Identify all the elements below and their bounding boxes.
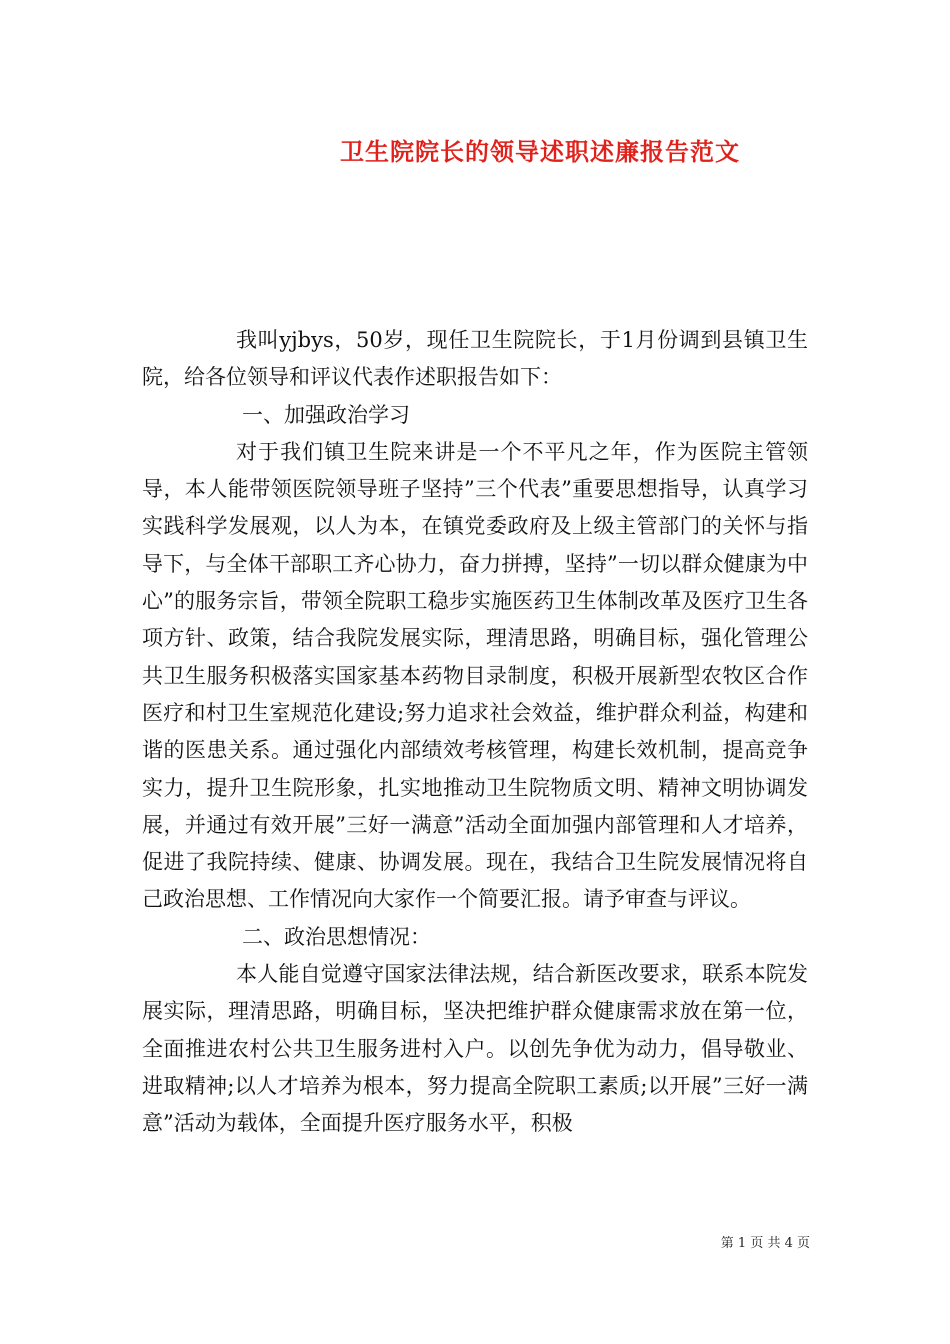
paragraph-intro: 我叫yjbys，50岁，现任卫生院院长，于1月份调到县镇卫生院，给各位领导和评议代表作述职报告如下： — [142, 328, 808, 390]
document-title: 卫生院院长的领导述职述廉报告范文 — [340, 137, 740, 166]
section-heading-1: 一、加强政治学习 — [242, 402, 410, 427]
page-number: 第 1 页 共 4 页 — [720, 1236, 810, 1251]
paragraph-section-2: 本人能自觉遵守国家法律法规，结合新医改要求，联系本院发展实际，理清思路，明确目标，坚决把维护群众健康需求放在第一位，全面推进农村公共卫生服务进村入户。以创先争优为动力，倡导敬业、进取精神;以人才培养为根本，努力提高全院职工素质;以开展”三好一满意”活动为载体，全面提升医疗服务水平，积极 — [142, 962, 808, 1136]
document-body — [142, 322, 808, 1143]
paragraph-section-1: 对于我们镇卫生院来讲是一个不平凡之年，作为医院主管领导，本人能带领医院领导班子坚持”三个代表”重要思想指导，认真学习实践科学发展观，以人为本，在镇党委政府及上级主管部门的关怀与指导下，与全体干部职工齐心协力，奋力拼搏，坚持”一切以群众健康为中心”的服务宗旨，带领全院职工稳步实施医药卫生体制改革及医疗卫生各项方针、政策，结合我院发展实际，理清思路，明确目标，强化管理公共卫生服务积极落实国家基本药物目录制度，积极开展新型农牧区合作医疗和村卫生室规范化建设;努力追求社会效益，维护群众利益，构建和谐的医患关系。通过强化内部绩效考核管理，构建长效机制，提高竞争实力，提升卫生院形象，扎实地推动卫生院物质文明、精神文明协调发展，并通过有效开展”三好一满意”活动全面加强内部管理和人才培养，促进了我院持续、健康、协调发展。现在，我结合卫生院发展情况将自己政治思想、工作情况向大家作一个简要汇报。请予审查与评议。 — [142, 439, 808, 912]
section-heading-2: 二、政治思想情况： — [242, 924, 431, 949]
